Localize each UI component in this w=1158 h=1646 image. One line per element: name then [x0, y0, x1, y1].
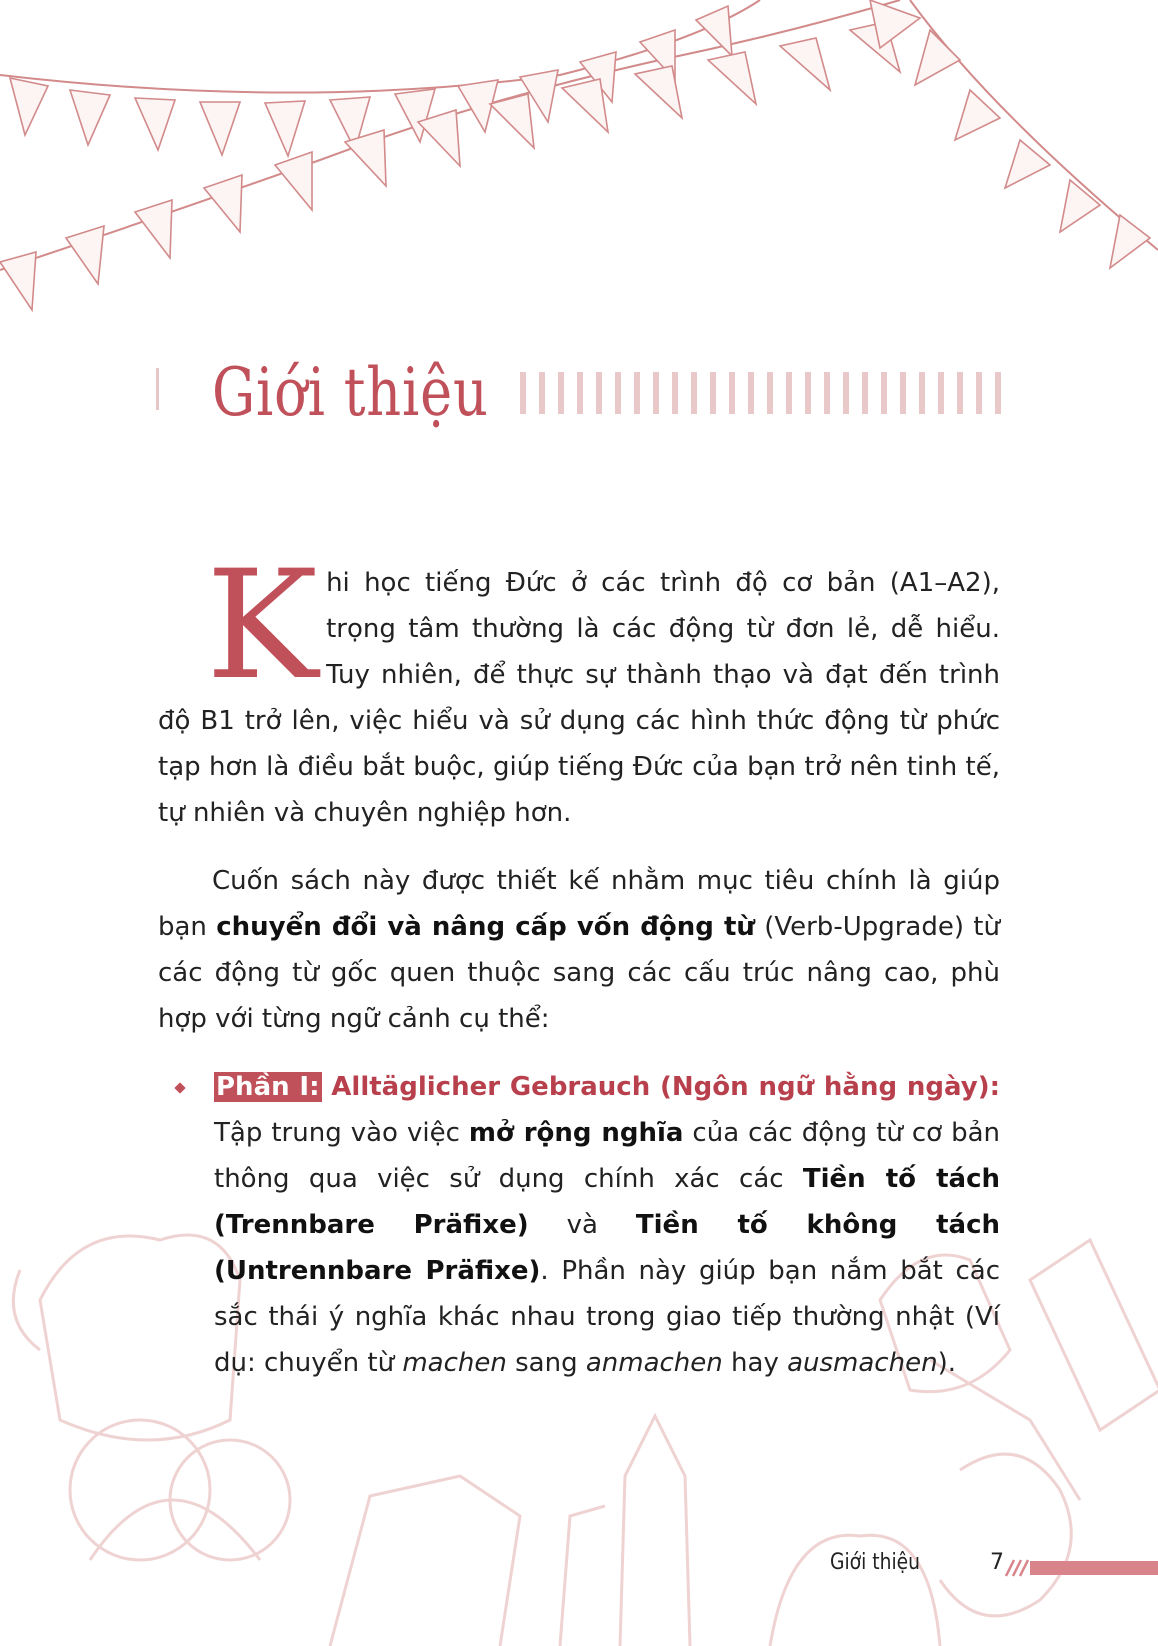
- purpose-bold: chuyển đổi và nâng cấp vốn động từ: [216, 912, 755, 942]
- part-text-1: Tập trung vào việc: [214, 1118, 469, 1148]
- chapter-heading: [156, 348, 1006, 438]
- part-text-4: . Phần này giúp bạn nắm bắt các sắc thái ý nghĩa khác nhau trong giao tiếp thường nhật (Ví dụ: chuyển từ: [214, 1256, 1000, 1378]
- part-text-3: và: [528, 1210, 636, 1240]
- part-italic-2: anmachen: [585, 1348, 723, 1378]
- drop-cap: K: [206, 539, 319, 713]
- part-bold-1: mở rộng nghĩa: [468, 1118, 684, 1148]
- running-footer-title: Giới thiệu: [830, 1550, 921, 1575]
- part-text-2: của các động từ cơ bản thông qua việc sử dụng chính xác các: [214, 1118, 1000, 1194]
- footer-slash-ornament: [1004, 1556, 1030, 1578]
- part-title: Alltäglicher Gebrauch (Ngôn ngữ hằng ngày):: [321, 1072, 1000, 1102]
- diamond-bullet-icon: [174, 1082, 185, 1093]
- part-bold-2: Tiền tố tách (Trennbare Präfixe): [214, 1164, 1000, 1240]
- intro-paragraph: [158, 539, 1000, 836]
- purpose-text-2: (Verb-Upgrade) từ các động từ gốc quen thuộc sang các cấu trúc nâng cao, phù hợp với từng ngữ cảnh cụ thể:: [158, 912, 1000, 1034]
- part-tag: Phần I:: [216, 1072, 320, 1102]
- intro-paragraph-text: hi học tiếng Đức ở các trình độ cơ bản (A1–A2), trọng tâm thường là các động từ đơn lẻ, dễ hiểu. Tuy nhiên, để thực sự thành thạo và đạt đến trình độ B1 trở lên, việc hiểu và sử dụng các hình thức động từ phức tạp hơn là điều bắt buộc, giúp tiếng Đức của bạn trở nên tinh tế, tự nhiên và chuyên nghiệp hơn.: [158, 568, 1000, 828]
- list-item-part-1: [214, 1064, 1000, 1386]
- part-bold-3: Tiền tố không tách (Untrennbare Präfixe): [214, 1210, 1000, 1286]
- footer-accent-bar: [1030, 1561, 1158, 1575]
- heading-tick-ornament: [520, 372, 1010, 414]
- part-italic-1: machen: [402, 1348, 507, 1378]
- part-text-7: ).: [937, 1348, 956, 1378]
- part-italic-3: ausmachen: [787, 1348, 938, 1378]
- purpose-text-1: Cuốn sách này được thiết kế nhằm mục tiêu chính là giúp bạn: [158, 866, 1000, 942]
- body-text: [158, 539, 1000, 1386]
- chapter-title: Giới thiệu: [212, 354, 489, 431]
- part-text-6: hay: [722, 1348, 788, 1378]
- part-text-5: sang: [506, 1348, 586, 1378]
- purpose-paragraph: [158, 858, 1000, 1042]
- heading-left-bar: [156, 368, 159, 410]
- page-number: 7: [990, 1550, 1004, 1575]
- part-list: [158, 1064, 1000, 1386]
